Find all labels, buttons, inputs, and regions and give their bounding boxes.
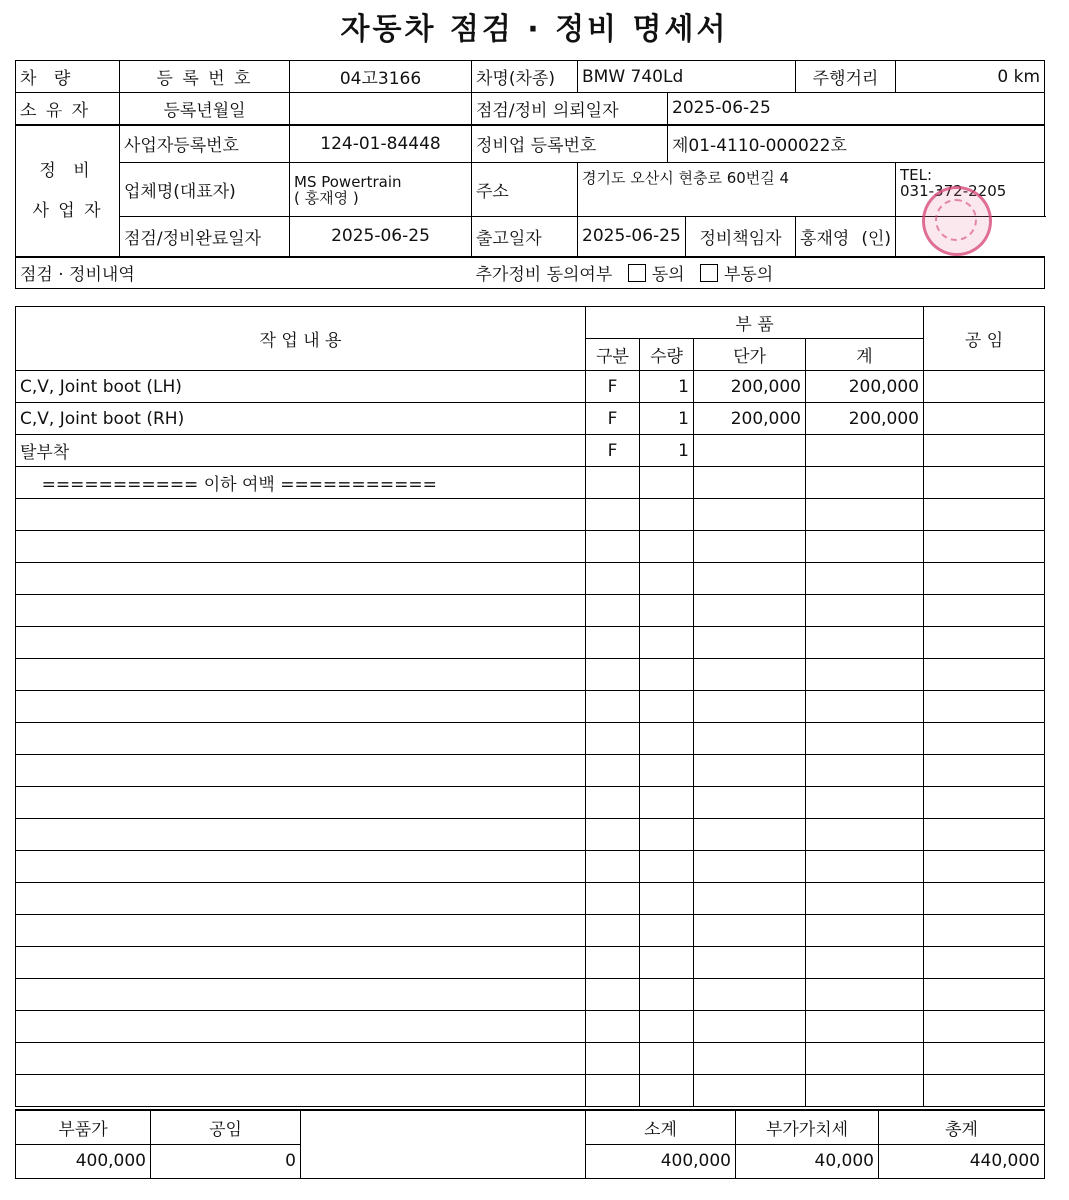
type-cell — [586, 1011, 640, 1043]
unit-price-cell — [694, 1075, 806, 1107]
type-cell — [586, 787, 640, 819]
qty-cell — [640, 499, 694, 531]
shop-label — [16, 125, 120, 257]
sum-cell — [806, 979, 924, 1011]
unit-price-cell — [694, 947, 806, 979]
unit-price-cell — [694, 691, 806, 723]
sum-cell — [806, 531, 924, 563]
unit-price-cell — [694, 979, 806, 1011]
shop-reg-value: 제01-4110-000022호 — [668, 125, 1045, 163]
type-cell — [586, 755, 640, 787]
qty-cell — [640, 595, 694, 627]
work-header: 작 업 내 용 — [16, 307, 586, 371]
type-cell — [586, 979, 640, 1011]
consent-label: 추가정비 동의여부 — [475, 265, 613, 286]
qty-cell — [640, 787, 694, 819]
work-cell — [16, 531, 586, 563]
qty-cell — [640, 979, 694, 1011]
type-cell — [586, 819, 640, 851]
labor-total-value: 0 — [151, 1144, 301, 1178]
reg-no-label: 등 록 번 호 — [120, 61, 290, 93]
labor-cell — [924, 755, 1045, 787]
vehicle-label: 차 량 — [16, 61, 120, 93]
qty-cell — [640, 691, 694, 723]
labor-cell — [924, 563, 1045, 595]
qty-cell — [640, 659, 694, 691]
qty-cell: 1 — [640, 371, 694, 403]
sum-cell — [806, 883, 924, 915]
parts-header: 부 품 — [586, 307, 924, 339]
table-row — [16, 499, 1045, 531]
work-cell — [16, 947, 586, 979]
totals-spacer — [301, 1110, 586, 1178]
address-value: 경기도 오산시 현충로 60번길 4 — [578, 163, 896, 217]
biz-no-value: 124-01-84448 — [290, 125, 472, 163]
info-table — [15, 60, 1045, 289]
table-row — [16, 915, 1045, 947]
agree-label: 동의 — [651, 265, 685, 286]
sum-cell: 200,000 — [806, 371, 924, 403]
sum-cell — [806, 1011, 924, 1043]
type-cell — [586, 883, 640, 915]
reg-date-value — [290, 93, 472, 125]
work-cell: C,V, Joint boot (LH) — [16, 371, 586, 403]
work-rows — [16, 371, 1045, 1107]
unit-price-cell — [694, 787, 806, 819]
subtotal-label: 소계 — [586, 1110, 736, 1144]
unit-price-cell — [694, 435, 806, 467]
sum-cell — [806, 787, 924, 819]
qty-cell — [640, 947, 694, 979]
sum-cell — [806, 627, 924, 659]
request-date-value: 2025-06-25 — [668, 93, 1045, 125]
labor-cell — [924, 435, 1045, 467]
labor-header: 공 임 — [924, 307, 1045, 371]
labor-cell — [924, 467, 1045, 499]
qty-cell: 1 — [640, 403, 694, 435]
table-row — [16, 371, 1045, 403]
table-row — [16, 563, 1045, 595]
sum-cell: 200,000 — [806, 403, 924, 435]
table-row — [16, 947, 1045, 979]
qty-cell — [640, 1011, 694, 1043]
tel-label: TEL: — [900, 166, 933, 184]
qty-cell — [640, 819, 694, 851]
work-cell: =========== 이하 여백 =========== — [16, 467, 586, 499]
labor-cell — [924, 371, 1045, 403]
consent-row — [472, 257, 1045, 289]
unit-price-cell — [694, 1043, 806, 1075]
qty-cell — [640, 467, 694, 499]
sum-cell — [806, 1043, 924, 1075]
seal-label: (인) — [861, 228, 892, 249]
manager-cell — [796, 217, 896, 257]
mileage-label: 주행거리 — [796, 61, 896, 93]
labor-cell — [924, 1011, 1045, 1043]
unit-price-cell: 200,000 — [694, 403, 806, 435]
work-cell — [16, 627, 586, 659]
table-row — [16, 979, 1045, 1011]
tel-value: 031-372-2205 — [900, 182, 1007, 200]
work-cell — [16, 595, 586, 627]
table-row — [16, 1075, 1045, 1107]
complete-date-label: 점검/정비완료일자 — [120, 217, 290, 257]
work-cell — [16, 819, 586, 851]
type-cell — [586, 499, 640, 531]
work-cell — [16, 1075, 586, 1107]
table-row — [16, 851, 1045, 883]
sum-cell — [806, 499, 924, 531]
sum-cell — [806, 595, 924, 627]
table-row — [16, 723, 1045, 755]
type-cell — [586, 947, 640, 979]
address-label: 주소 — [472, 163, 578, 217]
company-rep: ( 홍재영 ) — [294, 188, 359, 207]
unit-price-cell — [694, 723, 806, 755]
table-row — [16, 627, 1045, 659]
type-header: 구분 — [586, 339, 640, 371]
document-title: 자동차 점검 · 정비 명세서 — [340, 12, 729, 47]
table-row — [16, 531, 1045, 563]
total-label: 총계 — [879, 1110, 1045, 1144]
labor-cell — [924, 723, 1045, 755]
labor-cell — [924, 883, 1045, 915]
qty-cell — [640, 755, 694, 787]
work-cell: C,V, Joint boot (RH) — [16, 403, 586, 435]
labor-cell — [924, 819, 1045, 851]
table-row — [16, 1011, 1045, 1043]
manager-label: 정비책임자 — [686, 217, 796, 257]
work-cell — [16, 691, 586, 723]
labor-cell — [924, 851, 1045, 883]
disagree-label: 부동의 — [723, 265, 774, 286]
model-label: 차명(차종) — [472, 61, 578, 93]
labor-cell — [924, 1075, 1045, 1107]
table-row — [16, 467, 1045, 499]
request-date-label: 점검/정비 의뢰일자 — [472, 93, 668, 125]
qty-cell — [640, 1075, 694, 1107]
disagree-checkbox[interactable] — [700, 264, 718, 282]
mileage-value: 0 km — [896, 61, 1045, 93]
labor-cell — [924, 691, 1045, 723]
work-cell: 탈부착 — [16, 435, 586, 467]
work-cell — [16, 755, 586, 787]
subtotal-value: 400,000 — [586, 1144, 736, 1178]
work-cell — [16, 1043, 586, 1075]
qty-cell — [640, 851, 694, 883]
table-row — [16, 755, 1045, 787]
labor-cell — [924, 1043, 1045, 1075]
unit-price-cell — [694, 851, 806, 883]
work-table — [15, 306, 1045, 1107]
type-cell — [586, 1075, 640, 1107]
qty-header: 수량 — [640, 339, 694, 371]
biz-no-label: 사업자등록번호 — [120, 125, 290, 163]
totals-table — [15, 1109, 1045, 1179]
table-row — [16, 403, 1045, 435]
qty-cell — [640, 1043, 694, 1075]
type-cell — [586, 723, 640, 755]
sum-cell — [806, 467, 924, 499]
sum-cell — [806, 1075, 924, 1107]
vat-label: 부가가치세 — [736, 1110, 879, 1144]
labor-cell — [924, 947, 1045, 979]
qty-cell — [640, 563, 694, 595]
work-cell — [16, 563, 586, 595]
qty-cell — [640, 915, 694, 947]
labor-cell — [924, 531, 1045, 563]
labor-cell — [924, 979, 1045, 1011]
qty-cell — [640, 723, 694, 755]
labor-cell — [924, 403, 1045, 435]
company-name: MS Powertrain — [294, 172, 402, 191]
details-label: 점검 · 정비내역 — [16, 257, 472, 289]
type-cell — [586, 467, 640, 499]
work-cell — [16, 723, 586, 755]
labor-cell — [924, 595, 1045, 627]
qty-cell — [640, 627, 694, 659]
total-value: 440,000 — [879, 1144, 1045, 1178]
vat-value: 40,000 — [736, 1144, 879, 1178]
table-row — [16, 595, 1045, 627]
labor-total-label: 공임 — [151, 1110, 301, 1144]
manager-value: 홍재영 — [800, 228, 850, 249]
type-cell — [586, 627, 640, 659]
company-label: 업체명(대표자) — [120, 163, 290, 217]
reg-no-value: 04고3166 — [290, 61, 472, 93]
work-cell — [16, 979, 586, 1011]
owner-label: 소 유 자 — [16, 93, 120, 125]
type-cell: F — [586, 371, 640, 403]
work-cell — [16, 915, 586, 947]
qty-cell: 1 — [640, 435, 694, 467]
work-cell — [16, 499, 586, 531]
work-cell — [16, 787, 586, 819]
labor-cell — [924, 915, 1045, 947]
complete-date-value: 2025-06-25 — [290, 217, 472, 257]
unit-price-cell — [694, 627, 806, 659]
unit-price-cell — [694, 819, 806, 851]
parts-price-value: 400,000 — [16, 1144, 151, 1178]
parts-price-label: 부품가 — [16, 1110, 151, 1144]
type-cell: F — [586, 435, 640, 467]
unit-price-cell: 200,000 — [694, 371, 806, 403]
unit-price-cell — [694, 659, 806, 691]
unit-price-cell — [694, 1011, 806, 1043]
table-row — [16, 659, 1045, 691]
qty-cell — [640, 883, 694, 915]
type-cell — [586, 531, 640, 563]
type-cell — [586, 595, 640, 627]
table-row — [16, 819, 1045, 851]
work-cell — [16, 883, 586, 915]
table-row — [16, 1043, 1045, 1075]
unit-price-cell — [694, 531, 806, 563]
sum-cell — [806, 691, 924, 723]
sum-cell — [806, 947, 924, 979]
shop-reg-label: 정비업 등록번호 — [472, 125, 668, 163]
unit-price-cell — [694, 595, 806, 627]
unit-price-cell — [694, 755, 806, 787]
sum-cell — [806, 819, 924, 851]
type-cell — [586, 563, 640, 595]
type-cell — [586, 659, 640, 691]
sum-header: 계 — [806, 339, 924, 371]
table-row — [16, 691, 1045, 723]
table-row — [16, 787, 1045, 819]
type-cell — [586, 851, 640, 883]
model-value: BMW 740Ld — [578, 61, 796, 93]
unit-price-cell — [694, 883, 806, 915]
sum-cell — [806, 755, 924, 787]
unit-price-cell — [694, 499, 806, 531]
unit-price-cell — [694, 915, 806, 947]
work-cell — [16, 659, 586, 691]
labor-cell — [924, 787, 1045, 819]
company-value — [290, 163, 472, 217]
labor-cell — [924, 499, 1045, 531]
tel-cell — [896, 163, 1045, 217]
unit-price-cell — [694, 563, 806, 595]
unit-price-cell — [694, 467, 806, 499]
sum-cell — [806, 659, 924, 691]
work-cell — [16, 851, 586, 883]
reg-date-label: 등록년월일 — [120, 93, 290, 125]
sum-cell — [806, 563, 924, 595]
shop-label-line1: 정 비 — [39, 160, 96, 181]
type-cell — [586, 691, 640, 723]
qty-cell — [640, 531, 694, 563]
labor-cell — [924, 627, 1045, 659]
type-cell: F — [586, 403, 640, 435]
agree-checkbox[interactable] — [628, 264, 646, 282]
type-cell — [586, 1043, 640, 1075]
sum-cell — [806, 435, 924, 467]
type-cell — [586, 915, 640, 947]
release-date-value: 2025-06-25 — [578, 217, 686, 257]
sum-cell — [806, 915, 924, 947]
work-cell — [16, 1011, 586, 1043]
unit-price-header: 단가 — [694, 339, 806, 371]
shop-label-line2: 사 업 자 — [32, 200, 103, 221]
table-row — [16, 883, 1045, 915]
release-label: 출고일자 — [472, 217, 578, 257]
sum-cell — [806, 851, 924, 883]
sum-cell — [806, 723, 924, 755]
labor-cell — [924, 659, 1045, 691]
table-row — [16, 435, 1045, 467]
